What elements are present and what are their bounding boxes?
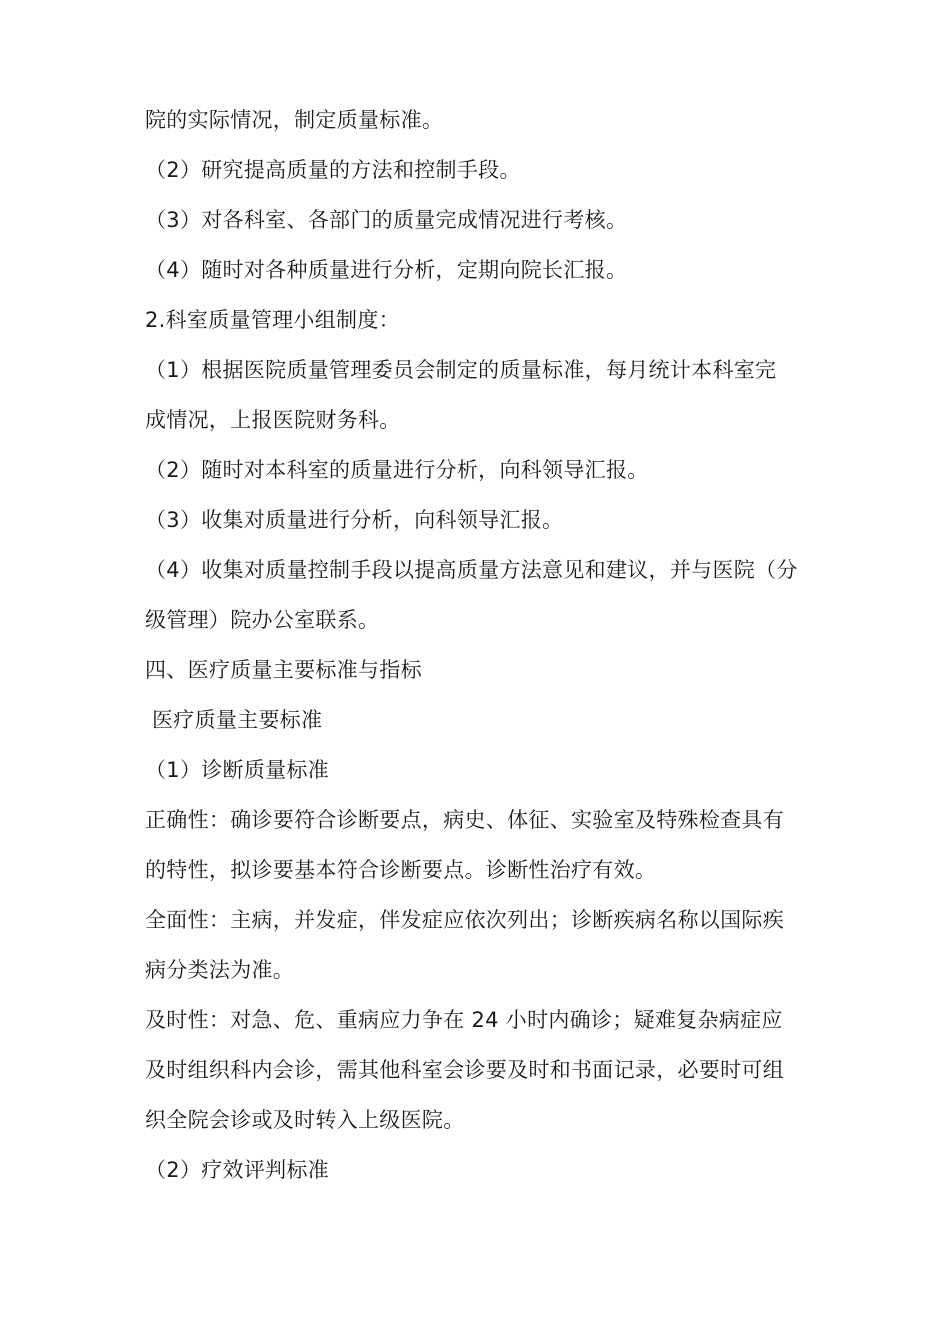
text-line: 成情况，上报医院财务科。 bbox=[145, 408, 401, 432]
text-line: 院的实际情况，制定质量标准。 bbox=[145, 108, 444, 132]
text-line: （4）随时对各种质量进行分析，定期向院长汇报。 bbox=[145, 258, 628, 282]
text-line: （3）对各科室、各部门的质量完成情况进行考核。 bbox=[145, 208, 628, 232]
section-heading: 四、医疗质量主要标准与指标 bbox=[145, 658, 422, 682]
text-line: 织全院会诊或及时转入上级医院。 bbox=[145, 1108, 465, 1132]
text-line: （2）随时对本科室的质量进行分析，向科领导汇报。 bbox=[145, 458, 649, 482]
section-heading: 2.科室质量管理小组制度： bbox=[145, 308, 400, 332]
text-line: 全面性：主病，并发症，伴发症应依次列出；诊断疾病名称以国际疾 bbox=[145, 908, 784, 932]
text-line: （3）收集对质量进行分析，向科领导汇报。 bbox=[145, 508, 564, 532]
text-line: 及时组织科内会诊，需其他科室会诊要及时和书面记录，必要时可组 bbox=[145, 1058, 784, 1082]
text-line: 正确性：确诊要符合诊断要点，病史、体征、实验室及特殊检查具有 bbox=[145, 808, 784, 832]
subsection-heading: 医疗质量主要标准 bbox=[145, 708, 323, 732]
text-line: 级管理）院办公室联系。 bbox=[145, 608, 380, 632]
text-line: （4）收集对质量控制手段以提高质量方法意见和建议，并与医院（分 bbox=[145, 558, 798, 582]
text-line: （2）研究提高质量的方法和控制手段。 bbox=[145, 158, 521, 182]
text-line: 的特性，拟诊要基本符合诊断要点。诊断性治疗有效。 bbox=[145, 858, 657, 882]
text-line: （1）根据医院质量管理委员会制定的质量标准，每月统计本科室完 bbox=[145, 358, 777, 382]
text-line: （2）疗效评判标准 bbox=[145, 1158, 330, 1182]
text-line: 病分类法为准。 bbox=[145, 958, 295, 982]
text-line: （1）诊断质量标准 bbox=[145, 758, 330, 782]
text-line: 及时性：对急、危、重病应力争在 24 小时内确诊；疑难复杂病症应 bbox=[145, 1008, 783, 1032]
